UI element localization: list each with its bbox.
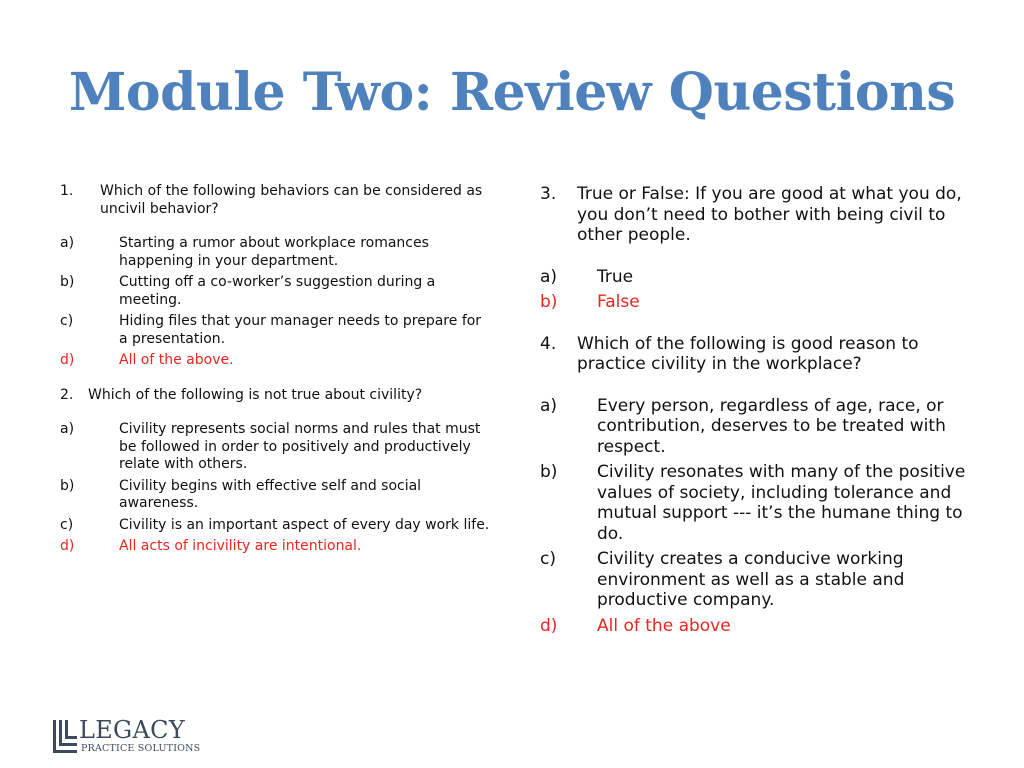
logo-wordmark: LEGACY: [79, 716, 185, 744]
option-text: All of the above: [597, 615, 731, 636]
option-letter: a): [60, 235, 75, 251]
answer-option: [60, 313, 490, 348]
correct-answer-option: [60, 538, 490, 556]
option-text: Civility is an important aspect of every day work life.: [119, 516, 490, 533]
answer-option: [60, 235, 490, 270]
correct-answer-option: [540, 616, 980, 637]
answer-option: [60, 517, 490, 535]
option-letter: a): [540, 266, 558, 287]
option-letter: c): [540, 549, 556, 569]
option-letter: a): [540, 395, 558, 416]
answer-option: [540, 462, 980, 544]
right-column: [540, 184, 980, 636]
option-letter: d): [60, 538, 75, 554]
question-text: True or False: If you are good at what you do, you don’t need to bother with being civil to other people.: [577, 184, 962, 245]
option-letter: b): [60, 274, 75, 290]
option-letter: d): [60, 352, 75, 368]
option-letter: c): [60, 313, 74, 329]
option-text: Hiding files that your manager needs to prepare for a presentation.: [119, 313, 482, 347]
option-letter: b): [540, 462, 558, 482]
option-text: Cutting off a co-worker’s suggestion during a meeting.: [119, 274, 436, 308]
answer-option: [540, 396, 980, 458]
correct-answer-option: [540, 292, 980, 313]
slide-title: Module Two: Review Questions: [68, 62, 956, 123]
answer-option: [540, 549, 980, 611]
question-text: Which of the following behaviors can be considered as uncivil behavior?: [100, 183, 483, 217]
option-letter: b): [540, 292, 558, 312]
question-number: 2.: [60, 386, 74, 403]
question-number: 4.: [540, 333, 557, 354]
option-letter: c): [60, 516, 74, 533]
answer-option: [60, 421, 490, 474]
left-column: [60, 183, 490, 556]
question-4: [540, 334, 980, 375]
option-text: All acts of incivility are intentional.: [119, 538, 362, 554]
option-letter: a): [60, 421, 75, 437]
answer-option: [60, 274, 490, 309]
question-2: [60, 387, 490, 405]
logo-subtitle: PRACTICE SOLUTIONS: [81, 743, 201, 754]
question-text: Which of the following is not true about civility?: [88, 386, 423, 403]
option-text: Civility resonates with many of the positive values of society, including tolerance and mutual support --- it’s the humane thing to do.: [597, 462, 966, 544]
option-letter: d): [540, 615, 558, 636]
legacy-logo: [53, 718, 213, 754]
option-text: Every person, regardless of age, race, or contribution, deserves to be treated with respect.: [597, 395, 946, 457]
question-1: [60, 183, 490, 218]
stacked-l-bars-icon: [53, 718, 79, 754]
answer-option: [540, 267, 980, 288]
option-text: Civility represents social norms and rules that must be followed in order to positively and productively relate with others.: [119, 421, 481, 472]
question-number: 3.: [540, 184, 557, 204]
correct-answer-option: [60, 352, 490, 370]
question-3: [540, 184, 980, 246]
question-text: Which of the following is good reason to practice civility in the workplace?: [577, 333, 919, 374]
question-number: 1.: [60, 183, 74, 199]
option-text: Civility begins with effective self and social awareness.: [119, 477, 422, 511]
option-text: All of the above.: [119, 352, 234, 368]
option-text: Civility creates a conducive working environment as well as a stable and productive company.: [597, 549, 905, 610]
option-letter: b): [60, 477, 75, 494]
answer-option: [60, 478, 490, 513]
option-text: True: [597, 266, 634, 287]
option-text: Starting a rumor about workplace romances happening in your department.: [119, 235, 429, 269]
option-text: False: [597, 292, 640, 312]
